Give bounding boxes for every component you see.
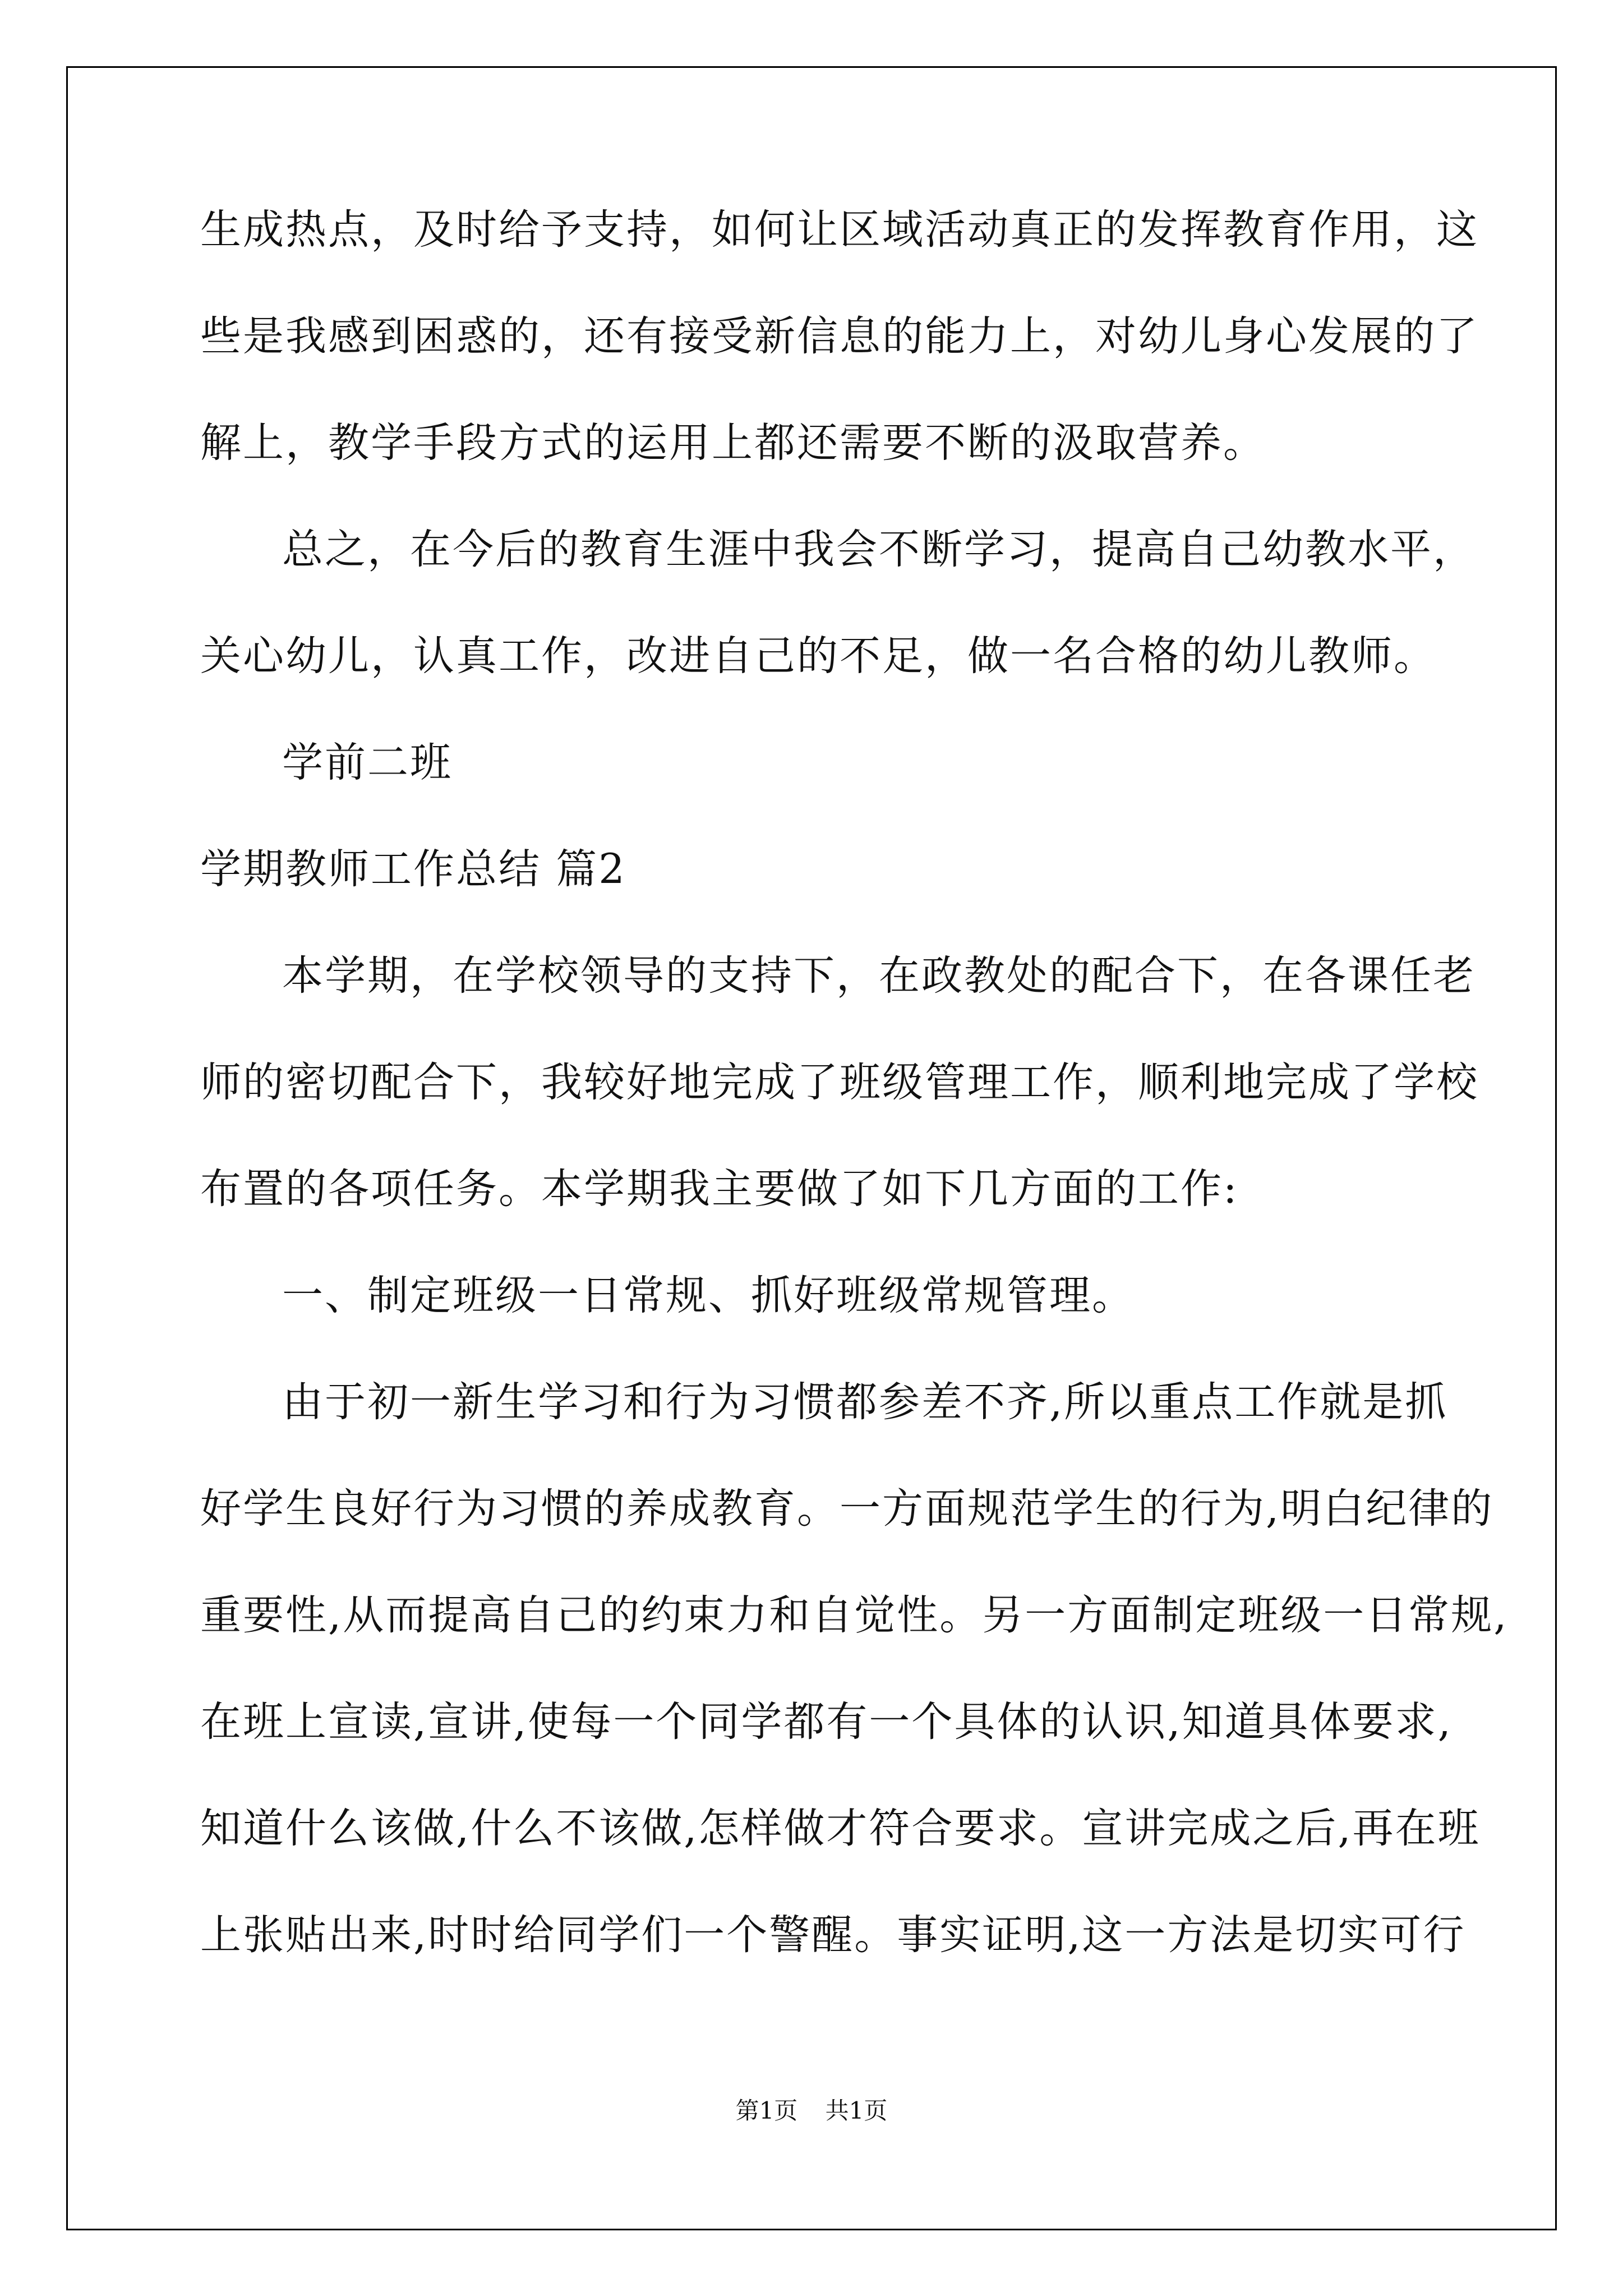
paragraph-first-line: 总之，在今后的教育生涯中我会不断学习，提高自己幼教水平， — [282, 526, 1476, 573]
page-total: 共1页 — [825, 2097, 888, 2124]
text-line: 知道什么该做,什么不该做,怎样做才符合要求。宣讲完成之后,再在班 — [200, 1805, 1481, 1852]
class-signature: 学前二班 — [282, 739, 453, 786]
page-border — [66, 66, 1557, 2230]
text-line: 上张贴出来,时时给同学们一个警醒。事实证明,这一方法是切实可行 — [200, 1911, 1466, 1959]
text-line: 些是我感到困惑的，还有接受新信息的能力上，对幼儿身心发展的了 — [200, 312, 1479, 360]
paragraph-first-line: 由于初一新生学习和行为习惯都参差不齐,所以重点工作就是抓 — [282, 1378, 1448, 1426]
text-line: 重要性,从而提高自己的约束力和自觉性。另一方面制定班级一日常规, — [200, 1591, 1509, 1639]
text-line: 在班上宣读,宣讲,使每一个同学都有一个具体的认识,知道具体要求, — [200, 1698, 1453, 1746]
text-line: 布置的各项任务。本学期我主要做了如下几方面的工作: — [200, 1165, 1239, 1213]
text-line: 关心幼儿，认真工作，改进自己的不足，做一名合格的幼儿教师。 — [200, 632, 1436, 680]
paragraph-first-line: 本学期，在学校领导的支持下，在政教处的配合下，在各课任老 — [282, 952, 1476, 1000]
text-line: 生成热点，及时给予支持，如何让区域活动真正的发挥教育作用，这 — [200, 206, 1479, 254]
page-footer — [0, 2092, 1623, 2126]
text-line: 好学生良好行为习惯的养成教育。一方面规范学生的行为,明白纪律的 — [200, 1485, 1494, 1533]
section-heading: 学期教师工作总结 篇2 — [200, 845, 626, 893]
text-line: 师的密切配合下，我较好地完成了班级管理工作，顺利地完成了学校 — [200, 1059, 1479, 1106]
text-line: 解上，教学手段方式的运用上都还需要不断的汲取营养。 — [200, 419, 1266, 467]
subheading: 一、制定班级一日常规、抓好班级常规管理。 — [282, 1272, 1135, 1319]
page-number: 第1页 — [735, 2097, 798, 2124]
